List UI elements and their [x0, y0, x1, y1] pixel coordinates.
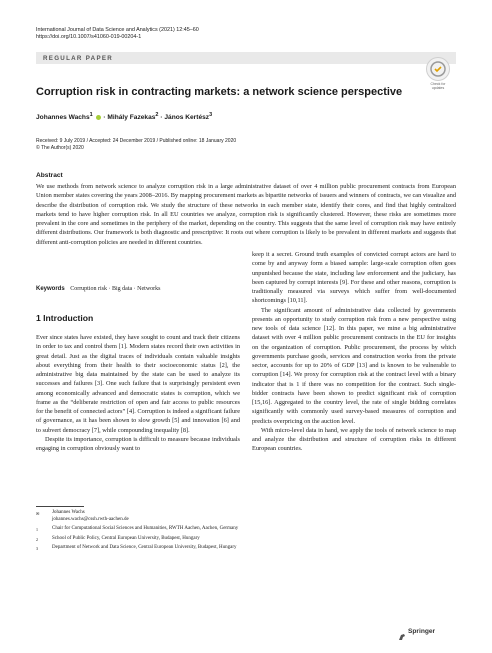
keywords-label: Keywords: [36, 286, 65, 292]
article-type-band: [36, 52, 456, 64]
body-paragraph: Ever since states have existed, they have sought to count and track their citizens in order to tax and control them [1]. Modern states record their own activities in great detail. Just as the digital traces of individuals contain valuable insights about everything from their health to their socioeconomic status [2], the administrative big data maintained by the state can be used to analyze its successes and failures [3]. One such failure that is surprisingly persistent even among economically advanced and democratic states is corruption, which we frame as the “deliberate restriction of open and fair access to public resources for the benefit of connected actors” [4]. Corruption is indeed a significant failure of governance, as it has been shown to slow growth [5] and innovation [6] and to subvert democracy [7], while compounding inequality [8].: [36, 334, 240, 434]
author-affiliation-ref: 3: [209, 112, 213, 118]
copyright-line: © The Author(s) 2020: [36, 145, 84, 151]
author-name[interactable]: Johannes Wachs: [36, 114, 90, 122]
footnote-number: 2: [36, 536, 38, 542]
affiliation-text: Department of Network and Data Science, Central European University, Budapest, Hungary: [52, 545, 237, 551]
author-separator: ·: [103, 114, 108, 122]
affiliation-footnote: [36, 536, 240, 543]
springer-horse-icon: [398, 628, 406, 636]
paper-title: Corruption risk in contracting markets: a network science perspective: [36, 86, 403, 98]
section-heading: 1 Introduction: [36, 313, 94, 323]
publisher-logo: Springer: [408, 628, 436, 635]
footnote-number: 1: [36, 527, 38, 533]
affiliation-text: School of Public Policy, Central European University, Budapest, Hungary: [52, 535, 200, 541]
body-paragraph: With micro-level data in hand, we apply the tools of network science to map and analyze the distribution and structure of corruption risks in different European countries.: [252, 426, 456, 453]
footnote-number: 3: [36, 546, 38, 552]
doi-link[interactable]: https://doi.org/10.1007/s41060-019-00204-1: [36, 34, 142, 40]
orcid-icon[interactable]: [96, 115, 101, 120]
article-type-label: REGULAR PAPER: [43, 54, 114, 62]
affiliation-footnote: [36, 545, 240, 552]
keywords-text: Corruption risk · Big data · Networks: [70, 286, 161, 292]
contact-name: Johannes Wachs: [52, 510, 85, 515]
author-separator: ·: [160, 114, 165, 122]
publication-dates: [36, 138, 236, 152]
body-paragraph: Despite its importance, corruption is difficult to measure because individuals engaging in corruption obviously want to: [36, 435, 240, 452]
abstract-text: We use methods from network science to analyze corruption risk in a large administrative dataset of over 4 million public procurement contracts from European Union member states covering the years 2008–2016. By mapping procurement markets as bipartite networks of issuers and winners of contracts, we can visualize and describe the distribution of corruption risk. We study the structure of these networks in each member state, identify their cores, and find that highly centralized markets tend to have higher corruption risk. In all EU countries we analyze, corruption risk is significantly clustered. However, these risks are sometimes more prevalent in the core and sometimes in the periphery of the market, depending on the country. This suggests that the same level of corruption risk may have entirely different distributions. Our framework is both diagnostic and prescriptive: It roots out where corruption is likely to be prevalent in different markets and suggests that different anti-corruption policies are needed in different countries.: [36, 183, 456, 246]
body-paragraph: keep it a secret. Ground truth examples of convicted corrupt actors are hard to come by and anyway form a biased sample: large-scale corruption often goes unpunished because the state, including law enforcement and the judiciary, has been captured by corrupt interests [9]. For these and other reasons, corruption is traditionally measured via surveys which suffer from well-documented shortcomings [10,11].: [252, 251, 456, 305]
keywords-line: [36, 286, 161, 292]
affiliation-footnote: [36, 526, 240, 533]
author-list: [36, 112, 212, 121]
mail-icon: ✉: [36, 511, 40, 516]
check-for-updates-icon[interactable]: [426, 57, 450, 81]
journal-header: [36, 27, 199, 41]
footnotes: [36, 510, 240, 555]
author-affiliation-ref: 1: [89, 112, 93, 118]
author-affiliation-ref: 2: [155, 112, 159, 118]
history-dates: Received: 9 July 2019 / Accepted: 24 December 2019 / Published online: 18 January 2020: [36, 138, 237, 144]
corresponding-author: [36, 510, 240, 523]
body-paragraph: The significant amount of administrative data collected by governments presents an opportunity to study corruption risk from a new perspective using new tools of data science [12]. In this paper, we mine a big administrative dataset with over 4 million public procurement contracts in the EU for insights on the organization of corruption. Public procurement, the process by which governments purchase goods, services and construction works from the private sector, accounts for up to 20% of GDP [13] and is known to be vulnerable to corruption [14]. We proxy for corruption risk at the contract level with a binary indicator that is 1 if there was no competition for the contract. Such single-bidder contracts have been shown to predict significant risk of corruption [15,16]. Aggregated to the country level, the rate of single bidding correlates significantly with commonly used survey-based measures of corruption and predicts overpricing on the auction level.: [252, 306, 456, 425]
author-name[interactable]: Mihály Fazekas: [107, 114, 156, 122]
affiliation-text: Chair for Computational Social Sciences and Humanities, RWTH Aachen, Aachen, Germany: [52, 526, 239, 532]
contact-email[interactable]: johannes.wachs@cssh.rwth-aachen.de: [52, 516, 129, 522]
right-column: [252, 250, 456, 454]
author-name[interactable]: János Kertész: [164, 114, 210, 122]
check-for-updates-label: Check for updates: [430, 82, 446, 90]
left-column: [36, 333, 240, 453]
journal-citation: International Journal of Data Science and Analytics (2021) 12:45–60: [36, 27, 199, 33]
footnote-divider: [36, 506, 84, 507]
abstract-heading: Abstract: [36, 172, 63, 179]
